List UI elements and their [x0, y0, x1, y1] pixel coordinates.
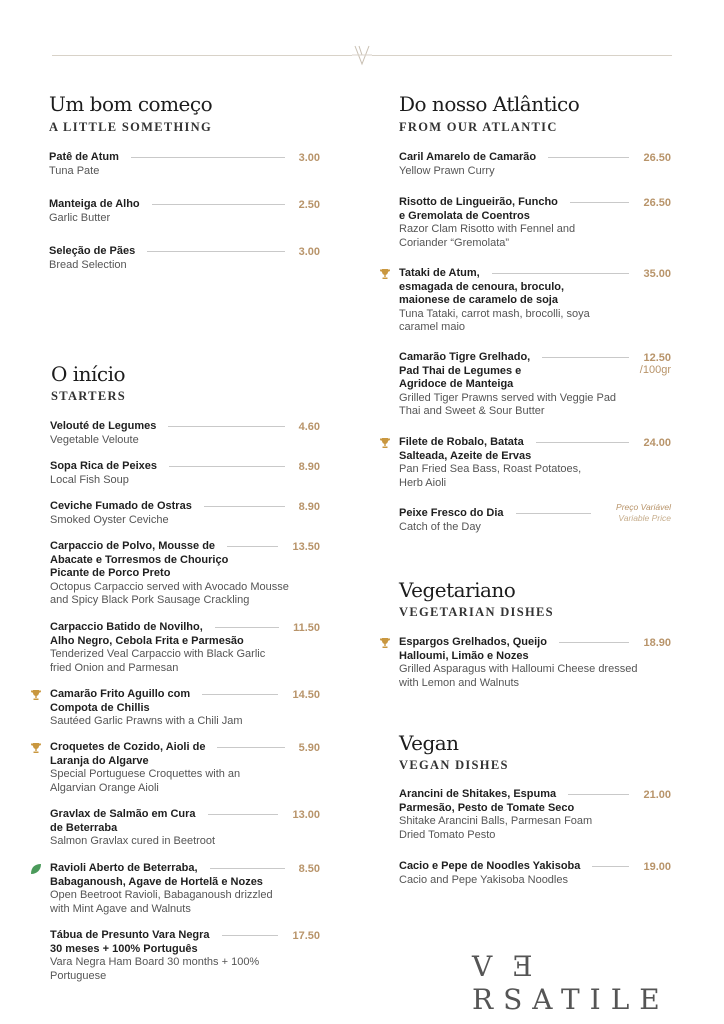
menu-item: [50, 808, 320, 849]
menu-item-name: Cacio e Pepe de Noodles Yakisoba: [399, 860, 581, 872]
menu-item-description: Thai and Sweet & Sour Butter: [399, 405, 545, 417]
menu-item-header: [399, 860, 671, 874]
menu-item-price: 14.50: [292, 688, 320, 701]
menu-item-price: 13.00: [292, 808, 320, 821]
menu-item: [399, 151, 671, 178]
menu-item-header: [50, 621, 320, 635]
menu-item-description: Tuna Tataki, carrot mash, brocolli, soya: [399, 307, 590, 320]
menu-item-description: Open Beetroot Ravioli, Babaganoush drizzled: [50, 889, 273, 901]
menu-item: [49, 198, 320, 225]
menu-item-name: Risotto de Lingueirão, Funcho: [399, 196, 558, 208]
menu-item-name: Tataki de Atum,: [399, 267, 480, 279]
leader-line: [536, 442, 630, 443]
starters-section-title: O início: [51, 362, 126, 386]
menu-item-header: [399, 196, 671, 210]
leader-line: [222, 935, 279, 936]
menu-item-description: Yellow Prawn Curry: [399, 164, 495, 177]
menu-item-header: [49, 245, 320, 259]
menu-item-name-line: Halloumi, Limão e Nozes: [399, 649, 529, 662]
v-monogram-icon: [352, 44, 372, 66]
menu-item-price: 35.00: [643, 267, 671, 280]
leader-line: [168, 426, 284, 427]
menu-item-price: 13.50: [292, 540, 320, 553]
menu-item-price: 8.50: [298, 862, 320, 875]
menu-item-name: Peixe Fresco do Dia: [399, 507, 504, 519]
menu-item-name-line: Parmesão, Pesto de Tomate Seco: [399, 801, 575, 814]
menu-item-price: 8.90: [298, 460, 320, 473]
menu-item-description: Coriander “Gremolata”: [399, 236, 510, 249]
menu-item-name: Carpaccio de Polvo, Mousse de: [50, 540, 216, 552]
leader-line: [568, 794, 629, 795]
menu-item-description: Salmon Gravlax cured in Beetroot: [50, 835, 216, 847]
menu-item-header: [50, 540, 320, 554]
menu-item-description: fried Onion and Parmesan: [50, 661, 179, 674]
leader-line: [227, 546, 278, 547]
menu-item-header: [399, 636, 671, 650]
menu-item: [50, 540, 320, 608]
leader-line: [217, 747, 284, 748]
menu-item-name: Espargos Grelhados, Queijo: [399, 636, 547, 648]
menu-item-description: Sautéed Garlic Prawns with a Chili Jam: [50, 715, 243, 727]
menu-item-price: 3.00: [298, 245, 320, 258]
menu-item-description: and Spicy Black Pork Sausage Crackling: [50, 594, 250, 606]
menu-item-name: Filete de Robalo, Batata: [399, 436, 524, 448]
menu-item-header: [399, 436, 671, 450]
menu-item-description: with Mint Agave and Walnuts: [50, 902, 191, 915]
vegetarian-section-title: Vegetariano: [399, 578, 516, 602]
leader-line: [215, 627, 279, 628]
versatile-logo: VERSATILE: [472, 950, 670, 1016]
leader-line: [516, 513, 591, 514]
menu-item: [399, 788, 671, 842]
menu-item: [399, 436, 671, 490]
leader-line: [542, 357, 629, 358]
menu-item-name: Manteiga de Alho: [49, 198, 140, 210]
variable-price: [616, 502, 671, 524]
menu-item-price: 17.50: [292, 929, 320, 942]
menu-item-name: Arancini de Shitakes, Espuma: [399, 788, 557, 800]
menu-item-description: Tenderized Veal Carpaccio with Black Garlic: [50, 648, 266, 660]
vegan-section-title: Vegan: [399, 731, 459, 755]
menu-item: [399, 636, 671, 690]
trophy-icon: [30, 688, 42, 700]
variable-price-en: Variable Price: [618, 513, 671, 523]
menu-item-name-line: Salteada, Azeite de Ervas: [399, 449, 532, 462]
menu-item: [399, 502, 671, 534]
leader-line: [492, 273, 630, 274]
menu-item-price: 18.90: [643, 636, 671, 649]
leader-line: [208, 814, 279, 815]
menu-item-name-line: Compota de Chillis: [50, 701, 150, 714]
menu-item-name-line: maionese de caramelo de soja: [399, 294, 558, 306]
menu-item-price: 4.60: [298, 420, 320, 433]
trophy-icon: [379, 267, 391, 279]
menu-item-header: [50, 688, 320, 702]
menu-item-name: Caril Amarelo de Camarão: [399, 151, 537, 163]
menu-item: [49, 245, 320, 272]
leader-line: [592, 866, 629, 867]
menu-item-header: [399, 788, 671, 802]
menu-item: [50, 688, 320, 729]
menu-item-name: Seleção de Pães: [49, 245, 136, 257]
variable-price-pt: Preço Variável: [616, 502, 671, 512]
menu-item-name-line: Alho Negro, Cebola Frita e Parmesão: [50, 634, 244, 647]
menu-item-description: Razor Clam Risotto with Fennel and: [399, 223, 576, 235]
leader-line: [210, 868, 285, 869]
menu-item-description: Algarvian Orange Aioli: [50, 781, 159, 794]
menu-item: [50, 621, 320, 675]
menu-item-price: 26.50: [643, 151, 671, 164]
menu-item-name: Sopa Rica de Peixes: [50, 460, 157, 472]
menu-item-header: [50, 741, 320, 755]
menu-item-name-line: Abacate e Torresmos de Chouriço: [50, 553, 229, 566]
menu-item-description: Vegetable Veloute: [50, 433, 139, 446]
vegetarian-section-subtitle: VEGETARIAN DISHES: [399, 605, 554, 619]
leader-line: [131, 157, 285, 158]
menu-item-name: Patê de Atum: [49, 151, 119, 163]
menu-item-name-line: de Beterraba: [50, 821, 118, 834]
menu-item-header: [50, 460, 320, 474]
menu-item-name-line: Agridoce de Manteiga: [399, 378, 514, 390]
starters_small-section-subtitle: A LITTLE SOMETHING: [49, 120, 213, 134]
menu-item-header: [50, 862, 320, 876]
menu-item-name-line: Picante de Porco Preto: [50, 567, 171, 579]
menu-item-price: 19.00: [643, 860, 671, 873]
menu-item-description: Tuna Pate: [49, 164, 100, 177]
menu-item-name-line: Laranja do Algarve: [50, 754, 149, 767]
menu-item: [399, 267, 671, 335]
menu-item-name: Carpaccio Batido de Novilho,: [50, 621, 203, 633]
menu-item: [399, 351, 671, 419]
menu-item-name-line: e Gremolata de Coentros: [399, 209, 530, 222]
menu-item-header: [50, 808, 320, 822]
leader-line: [202, 694, 278, 695]
menu-item-description: Dried Tomato Pesto: [399, 828, 496, 841]
menu-item-description: caramel maio: [399, 321, 466, 333]
menu-item-price: 2.50: [298, 198, 320, 211]
leaf-icon: [30, 862, 42, 874]
menu-item-name-line: esmagada de cenoura, broculo,: [399, 280, 565, 293]
menu-item-description: Cacio and Pepe Yakisoba Noodles: [399, 873, 568, 886]
menu-item: [50, 420, 320, 447]
starters_small-section-title: Um bom começo: [49, 92, 213, 116]
menu-item-description: Special Portuguese Croquettes with an: [50, 768, 241, 780]
menu-item: [399, 860, 671, 887]
menu-item-name: Ravioli Aberto de Beterraba,: [50, 862, 198, 874]
menu-item-description: Portuguese: [50, 969, 107, 982]
menu-item-price: 3.00: [298, 151, 320, 164]
menu-item-name: Ceviche Fumado de Ostras: [50, 500, 192, 512]
menu-item-name-line: Babaganoush, Agave de Hortelã e Nozes: [50, 875, 263, 888]
menu-item-description: Smoked Oyster Ceviche: [50, 513, 169, 526]
menu-item-price: 8.90: [298, 500, 320, 513]
menu-item: [50, 862, 320, 916]
menu-item-description: Octopus Carpaccio served with Avocado Mousse: [50, 580, 289, 593]
menu-item: [49, 151, 320, 178]
leader-line: [152, 204, 285, 205]
menu-item-description: Local Fish Soup: [50, 473, 129, 486]
menu-item: [50, 460, 320, 487]
leader-line: [548, 157, 629, 158]
trophy-icon: [379, 636, 391, 648]
menu-item-description: Shitake Arancini Balls, Parmesan Foam: [399, 815, 593, 827]
trophy-icon: [30, 741, 42, 753]
menu-item-description: Garlic Butter: [49, 211, 111, 224]
menu-item-price: 24.00: [643, 436, 671, 449]
menu-item-header: [399, 351, 671, 365]
menu-item-name-line: 30 meses + 100% Português: [50, 942, 198, 955]
menu-item-header: [399, 151, 671, 165]
menu-item: [399, 196, 671, 250]
leader-line: [147, 251, 284, 252]
menu-item-price: 5.90: [298, 741, 320, 754]
menu-item-price: 11.50: [293, 621, 320, 634]
menu-item-description: Catch of the Day: [399, 520, 481, 533]
atlantic-section-subtitle: FROM OUR ATLANTIC: [399, 120, 558, 134]
menu-item-description: Vara Negra Ham Board 30 months + 100%: [50, 956, 260, 968]
trophy-icon: [379, 436, 391, 448]
price-unit: /100gr: [639, 364, 671, 376]
menu-item-name: Gravlax de Salmão em Cura: [50, 808, 196, 820]
menu-item-header: [399, 267, 671, 281]
top-divider-left: [52, 55, 352, 56]
menu-item-price: 26.50: [643, 196, 671, 209]
menu-item-header: [50, 929, 320, 943]
menu-item-description: Pan Fried Sea Bass, Roast Potatoes,: [399, 463, 582, 475]
menu-item-description: Grilled Tiger Prawns served with Veggie Pad: [399, 391, 617, 404]
menu-item-description: Grilled Asparagus with Halloumi Cheese dressed: [399, 663, 638, 675]
menu-item-header: [49, 198, 320, 212]
starters-section-subtitle: STARTERS: [51, 389, 127, 403]
menu-item: [50, 741, 320, 795]
menu-item-name: Croquetes de Cozido, Aioli de: [50, 741, 206, 753]
menu-item-header: [49, 151, 320, 165]
top-divider-right: [372, 55, 672, 56]
menu-item-name: Tábua de Presunto Vara Negra: [50, 929, 210, 941]
menu-item-price: 21.00: [643, 788, 671, 801]
leader-line: [570, 202, 630, 203]
menu-item-header: [50, 500, 320, 514]
leader-line: [169, 466, 285, 467]
menu-item-name: Camarão Frito Aguillo com: [50, 688, 191, 700]
menu-item-name: Velouté de Legumes: [50, 420, 157, 432]
menu-item-name-line: Pad Thai de Legumes e: [399, 364, 522, 377]
menu-item: [50, 929, 320, 983]
menu-item-header: [50, 420, 320, 434]
menu-item-name: Camarão Tigre Grelhado,: [399, 351, 531, 363]
leader-line: [559, 642, 630, 643]
leader-line: [204, 506, 285, 507]
menu-item-price: 12.50: [643, 351, 671, 364]
menu-item-description: Herb Aioli: [399, 476, 447, 489]
menu-item-description: Bread Selection: [49, 258, 127, 271]
menu-item-description: with Lemon and Walnuts: [399, 676, 520, 689]
vegan-section-subtitle: VEGAN DISHES: [399, 758, 509, 772]
menu-item: [50, 500, 320, 527]
atlantic-section-title: Do nosso Atlântico: [399, 92, 580, 116]
